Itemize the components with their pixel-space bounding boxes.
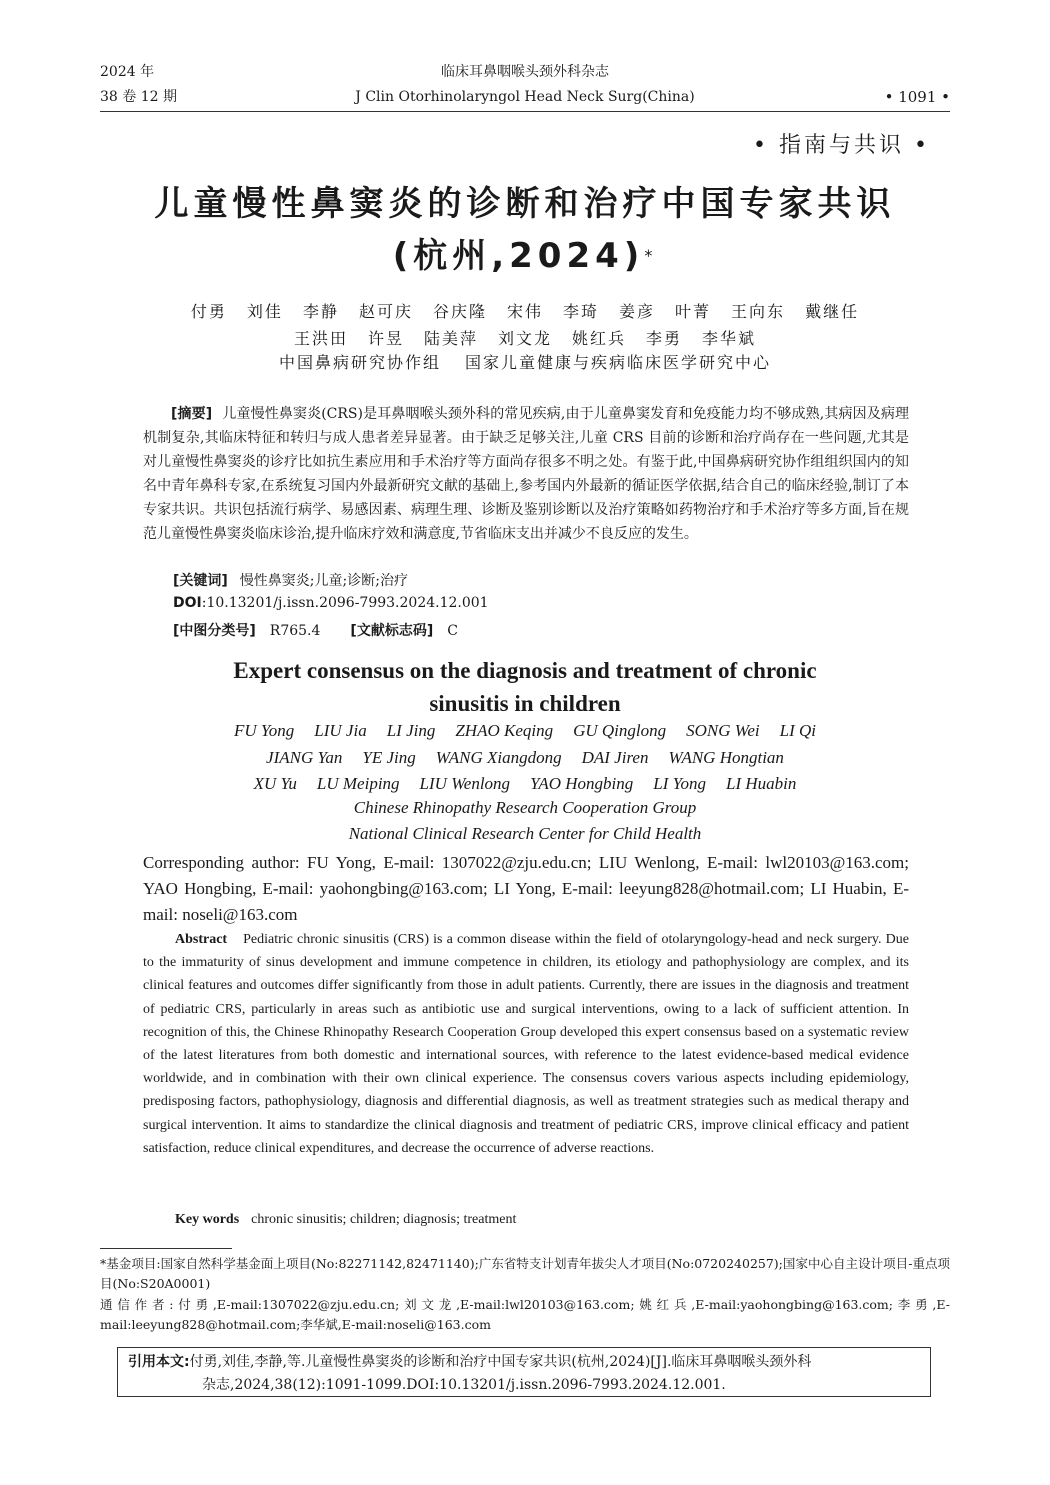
author-cn: 姜彦: [619, 302, 656, 321]
author-en: LI Yong: [653, 774, 707, 793]
author-en: GU Qinglong: [573, 721, 667, 740]
title-cn-line2-text: (杭州,2024): [392, 236, 645, 276]
title-en-line1: Expert consensus on the diagnosis and treatment of chronic: [233, 658, 817, 683]
doi-label: DOI: [173, 595, 202, 611]
footnote-rule: [100, 1248, 232, 1249]
author-cn: 陆美萍: [423, 329, 478, 348]
author-en: LI Huabin: [726, 774, 797, 793]
issue-year: 2024 年: [100, 64, 155, 80]
title-en: [100, 654, 950, 720]
abstract-cn-text: 儿童慢性鼻窦炎(CRS)是耳鼻咽喉头颈外科的常见疾病,由于儿童鼻窦发育和免疫能力均不够成熟,其病因及病理机制复杂,其临床特征和转归与成人患者差异显著。由于缺乏足够关注,儿童 CRS 目前的诊断和治疗尚存在一些问题,尤其是对儿童慢性鼻窦炎的诊疗比如抗生素应用和手术治疗等方面尚存很多不明之处。有鉴于此,中国鼻病研究协作组组织国内的知名中青年鼻科专家,在系统复习国内外最新研究文献的基础上,参考国内外最新的循证医学依据,结合自己的临床经验,制订了本专家共识。共识包括流行病学、易感因素、病理生理、诊断及鉴别诊断以及治疗策略如药物治疗和手术治疗等多方面,旨在规范儿童慢性鼻窦炎临床诊治,提升临床疗效和满意度,节省临床支出并减少不良反应的发生。: [143, 406, 909, 542]
author-cn: 李琦: [563, 302, 600, 321]
author-cn: 赵可庆: [358, 302, 413, 321]
authors-cn-row2: [0, 325, 1050, 352]
keywords-cn: [173, 570, 408, 590]
abstract-cn: [143, 402, 909, 546]
doi-line: [173, 595, 489, 611]
author-en: YAO Hongbing: [530, 774, 634, 793]
affiliation-cn: 国家儿童健康与疾病临床医学研究中心: [465, 353, 772, 372]
author-cn: 李华斌: [702, 329, 757, 348]
author-en: LIU Wenlong: [419, 774, 511, 793]
running-header: [100, 60, 950, 110]
contact-footnote: 通信作者:付勇,E-mail:1307022@zju.edu.cn;刘文龙,E-mail:lwl20103@163.com;姚红兵,E-mail:yaohongbing@163.com;李勇,E-mail:leeyung828@hotmail.com;李华斌,E-mail:noseli@163.com: [100, 1297, 950, 1332]
author-cn: 许昱: [367, 329, 404, 348]
abstract-cn-label: [摘要]: [171, 406, 213, 422]
author-en: SONG Wei: [686, 721, 760, 740]
affiliations-cn: [0, 350, 1050, 373]
author-cn: 付勇: [190, 302, 227, 321]
author-en: JIANG Yan: [266, 747, 343, 767]
author-cn: 谷庆隆: [432, 302, 487, 321]
citation-box: [117, 1347, 931, 1397]
affiliation-en-2: National Clinical Research Center for Child Health: [348, 824, 702, 843]
classification-label: [中图分类号]: [173, 623, 256, 639]
author-cn: 叶菁: [675, 302, 712, 321]
author-cn: 宋伟: [506, 302, 543, 321]
doi-text: :10.13201/j.issn.2096-7993.2024.12.001: [201, 595, 489, 611]
journal-name: [100, 60, 950, 110]
author-en: DAI Jiren: [581, 747, 649, 767]
author-en: YE Jing: [362, 747, 416, 767]
classification-line: [173, 620, 458, 640]
keywords-en-label: Key words: [175, 1212, 240, 1227]
affiliation-en-1: Chinese Rhinopathy Research Cooperation Group: [353, 798, 697, 817]
page-number: • 1091 •: [884, 88, 950, 106]
author-en: WANG Xiangdong: [435, 747, 562, 767]
author-en: FU Yong: [233, 721, 295, 740]
affiliation-cn: 中国鼻病研究协作组: [278, 353, 441, 372]
keywords-cn-text: 慢性鼻窦炎;儿童;诊断;治疗: [239, 573, 408, 589]
author-cn: 刘文龙: [497, 329, 552, 348]
title-en-line2: sinusitis in children: [429, 691, 621, 716]
abstract-en: [143, 928, 909, 1160]
author-en: LI Qi: [779, 721, 817, 740]
keywords-cn-label: [关键词]: [173, 573, 228, 589]
author-cn: 王洪田: [293, 329, 348, 348]
author-cn: 李静: [302, 302, 339, 321]
author-cn: 王向东: [731, 302, 786, 321]
author-en: XU Yu: [253, 774, 297, 793]
header-rule: [100, 111, 950, 112]
authors-en-row2: [100, 745, 950, 772]
title-cn-line1: 儿童慢性鼻窦炎的诊断和治疗中国专家共识: [154, 184, 896, 224]
authors-en: [100, 718, 950, 798]
corresponding-author-en: Corresponding author: FU Yong, E-mail: 1307022@zju.edu.cn; LIU Wenlong, E-mail: lwl20103@163.com; YAO Hongbing, E-mail: yaohongbing@163.com; LI Yong, E-mail: leeyung828@hotmail.com; LI Huabin, E-mail: noseli@163.com: [143, 853, 909, 924]
author-cn: 刘佳: [246, 302, 283, 321]
authors-en-row3: [100, 771, 950, 798]
author-en: LIU Jia: [314, 721, 367, 740]
footnotes: [100, 1254, 950, 1335]
author-en: LU Meiping: [316, 774, 400, 793]
author-cn: 姚红兵: [572, 329, 627, 348]
citation-label: 引用本文:: [128, 1354, 190, 1370]
classification-value: R765.4: [269, 623, 321, 639]
title-cn-line2: [0, 230, 1050, 282]
citation-text1: 付勇,刘佳,李静,等.儿童慢性鼻窦炎的诊断和治疗中国专家共识(杭州,2024)[J].临床耳鼻咽喉头颈外科: [189, 1354, 812, 1370]
title-cn: [0, 178, 1050, 282]
citation-line2: 杂志,2024,38(12):1091-1099.DOI:10.13201/j.issn.2096-7993.2024.12.001.: [202, 1377, 726, 1393]
abstract-en-label: Abstract: [175, 932, 228, 947]
citation-line1: [128, 1351, 920, 1374]
doc-code-value: C: [447, 623, 458, 639]
author-cn: 李勇: [646, 329, 683, 348]
authors-en-row1: [100, 718, 950, 745]
author-en: ZHAO Keqing: [455, 721, 554, 740]
author-en: LI Jing: [386, 721, 436, 740]
journal-name-en: J Clin Otorhinolaryngol Head Neck Surg(China): [355, 89, 695, 105]
journal-name-cn: 临床耳鼻咽喉头颈外科杂志: [441, 64, 609, 80]
author-en: WANG Hongtian: [668, 747, 784, 767]
authors-cn: [0, 298, 1050, 352]
funding-footnote: *基金项目:国家自然科学基金面上项目(No:82271142,82471140);广东省特支计划青年拔尖人才项目(No:0720240257);国家中心自主设计项目-重点项目(No:S20A0001): [100, 1256, 950, 1291]
authors-cn-row1: [0, 298, 1050, 325]
section-tag: • 指南与共识 •: [753, 133, 930, 158]
keywords-en: [175, 1212, 516, 1228]
keywords-en-text: chronic sinusitis; children; diagnosis; treatment: [251, 1212, 517, 1227]
doc-code-label: [文献标志码]: [350, 623, 434, 639]
issue-volume: 38 卷 12 期: [100, 89, 177, 105]
author-cn: 戴继任: [805, 302, 860, 321]
abstract-en-text: Pediatric chronic sinusitis (CRS) is a common disease within the field of otolaryngology-head and neck surgery. Due to the immaturity of sinus development and immune competence in children, its etiology and pathophysiology are complex, and its clinical features and outcomes differ significantly from those in adult patients. Currently, there are issues in the diagnosis and treatment of pediatric CRS, particularly in areas such as antibiotic use and surgical interventions, owing to a lack of sufficient attention. In recognition of this, the Chinese Rhinopathy Research Cooperation Group developed this expert consensus based on a systematic review of the latest literatures from both domestic and international sources, with reference to the latest evidence-based medical evidence worldwide, and in combination with their own clinical experience. The consensus covers various aspects including epidemiology, predisposing factors, pathophysiology, diagnosis and differential diagnosis, as well as treatment strategies such as medical therapy and surgical intervention. It aims to standardize the clinical diagnosis and treatment of pediatric CRS, improve clinical efficacy and patient satisfaction, reduce clinical expenditures, and decrease the occurrence of adverse reactions.: [143, 932, 909, 1156]
funding-mark: *: [644, 246, 658, 265]
